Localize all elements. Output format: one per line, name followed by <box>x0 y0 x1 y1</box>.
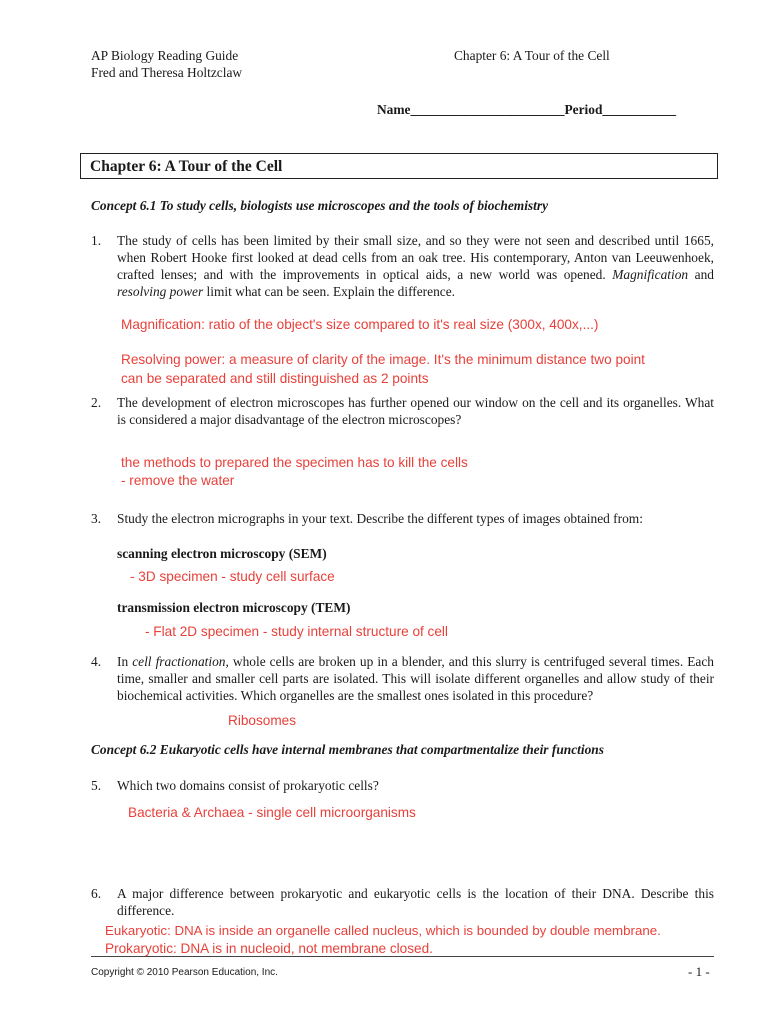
name-period-line: Name_______________________Period___________ <box>377 102 677 117</box>
tem-label: transmission electron microscopy (TEM) <box>117 600 351 615</box>
term-resolving-power: resolving power <box>117 284 204 299</box>
answer-1-magnification: Magnification: ratio of the object's size compared to it's real size (300x, 400x,...) <box>121 317 599 332</box>
question-3-number: 3. <box>91 511 102 526</box>
answer-5: Bacteria & Archaea - single cell microorganisms <box>128 805 416 820</box>
question-6-text: A major difference between prokaryotic and eukaryotic cells is the location of their DNA. Describe this difference. <box>117 886 714 918</box>
answer-6-prokaryotic: Prokaryotic: DNA is in nucleoid, not membrane closed. <box>105 941 433 956</box>
question-3-text: Study the electron micrographs in your text. Describe the different types of images obtained from: <box>117 511 643 526</box>
answer-1-resolving-line1: Resolving power: a measure of clarity of the image. It's the minimum distance two point <box>121 352 645 367</box>
answer-4: Ribosomes <box>228 713 296 728</box>
term-magnification: Magnification <box>612 267 689 282</box>
question-2-number: 2. <box>91 395 102 410</box>
question-4-text: In cell fractionation, whole cells are broken up in a blender, and this slurry is centrifuged several times. Each time, smaller and smaller cell parts are isolated. This will isolate different organelles and allow study of their biochemical activities. Which organelles are the smallest ones isolated in this procedure? <box>117 654 714 703</box>
answer-6-eukaryotic: Eukaryotic: DNA is inside an organelle called nucleus, which is bounded by double membrane. <box>105 923 661 938</box>
question-5-number: 5. <box>91 778 102 793</box>
concept-6-1-heading: Concept 6.1 To study cells, biologists use microscopes and the tools of biochemistry <box>91 198 549 213</box>
sem-label: scanning electron microscopy (SEM) <box>117 546 327 561</box>
header-chapter: Chapter 6: A Tour of the Cell <box>454 48 610 63</box>
footer-copyright: Copyright © 2010 Pearson Education, Inc. <box>91 967 278 978</box>
question-1-number: 1. <box>91 233 102 248</box>
question-5-text: Which two domains consist of prokaryotic cells? <box>117 778 379 793</box>
header-guide-title: AP Biology Reading Guide <box>91 48 239 63</box>
header-authors: Fred and Theresa Holtzclaw <box>91 65 243 80</box>
tem-answer: - Flat 2D specimen - study internal structure of cell <box>145 624 448 639</box>
footer-divider <box>91 956 714 957</box>
chapter-title: Chapter 6: A Tour of the Cell <box>90 158 283 175</box>
concept-6-2-heading: Concept 6.2 Eukaryotic cells have internal membranes that compartmentalize their functions <box>91 742 604 757</box>
sem-answer: - 3D specimen - study cell surface <box>130 569 335 584</box>
footer-page-number: - 1 - <box>688 964 710 979</box>
question-1-text: The study of cells has been limited by their small size, and so they were not seen and described until 1665, when Robert Hooke first looked at dead cells from an oak tree. His contemporary, Anton van Leeuwenhoek, crafted lenses; and with the improvements in optical aids, a new world was opened. Magnification and resolving power limit what can be seen. Explain the difference. <box>117 233 714 299</box>
term-cell-fractionation: cell fractionation <box>132 654 226 669</box>
question-4-number: 4. <box>91 654 102 669</box>
answer-2-line2: - remove the water <box>121 473 235 488</box>
answer-2-line1: the methods to prepared the specimen has to kill the cells <box>121 455 468 470</box>
question-6-number: 6. <box>91 886 102 901</box>
chapter-title-box <box>80 153 718 179</box>
answer-1-resolving-line2: can be separated and still distinguished as 2 points <box>121 371 429 386</box>
question-2-text: The development of electron microscopes has further opened our window on the cell and its organelles. What is considered a major disadvantage of the electron microscopes? <box>117 395 714 427</box>
